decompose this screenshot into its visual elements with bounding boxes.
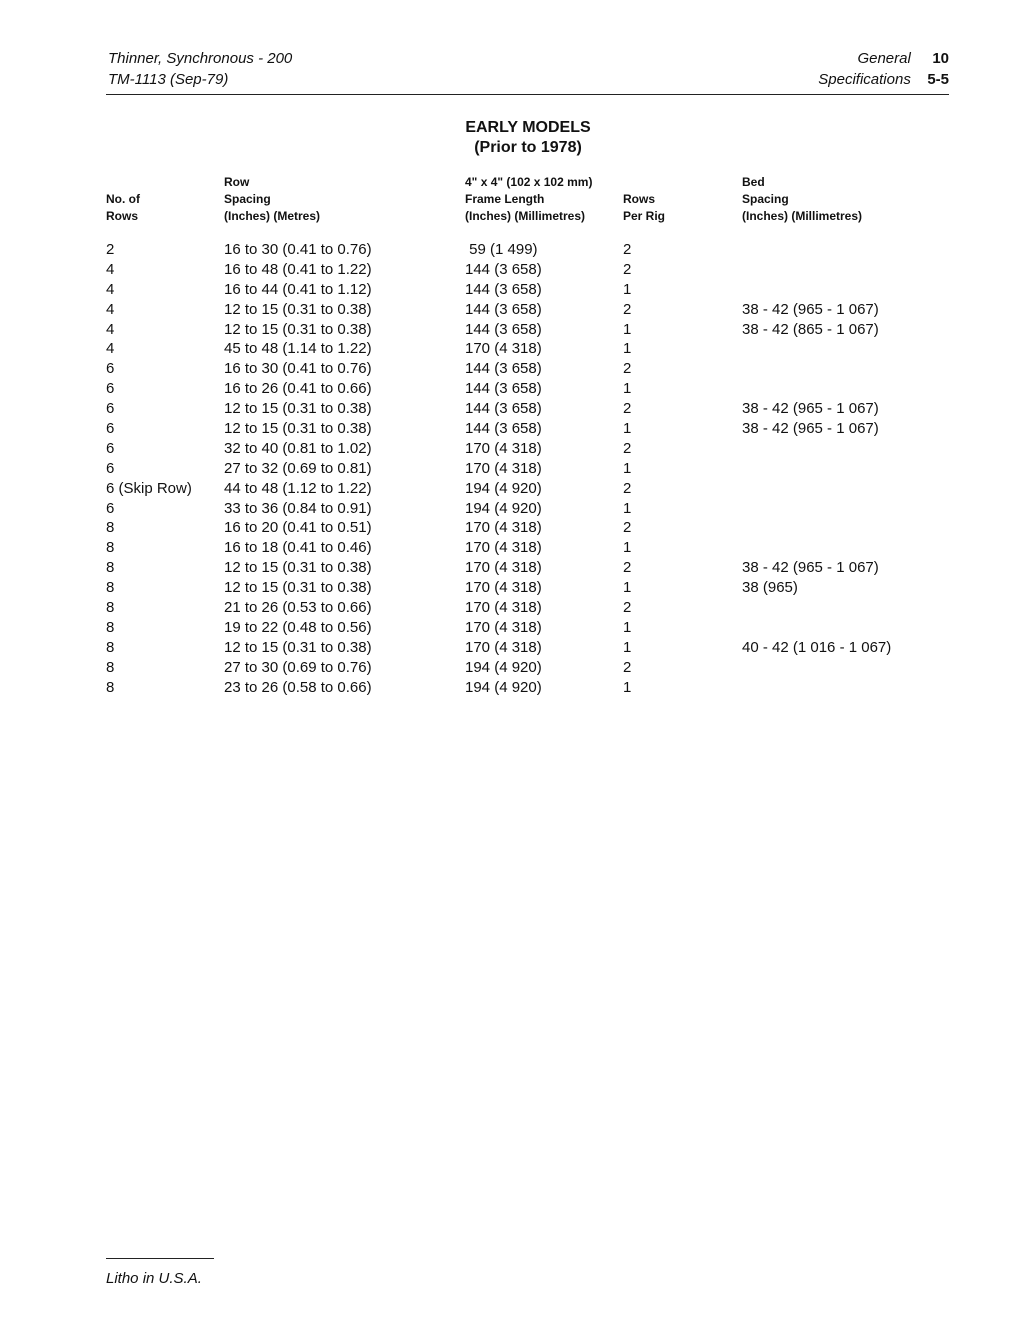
cell-rows: 6 [106,499,115,517]
cell-rows: 8 [106,638,115,656]
cell-rows: 8 [106,599,115,617]
cell-row-spacing: 16 to 20 (0.41 to 0.51) [224,519,372,537]
cell-rows: 8 [106,559,115,577]
cell-frame-length: 144 (3 658) [465,320,542,338]
cell-frame-length: 194 (4 920) [465,499,542,517]
cell-rows-per-rig: 2 [623,360,632,378]
header-right [818,48,949,90]
cell-bed-spacing: 40 - 42 (1 016 - 1 067) [742,638,892,656]
cell-rows-per-rig: 2 [623,439,632,457]
cell-bed-spacing: 38 - 42 (965 - 1 067) [742,559,879,577]
cell-rows: 4 [106,320,115,338]
cell-row-spacing: 27 to 30 (0.69 to 0.76) [224,658,372,676]
cell-frame-length: 194 (4 920) [465,658,542,676]
cell-row-spacing: 16 to 30 (0.41 to 0.76) [224,241,372,258]
table-row [0,260,1024,280]
cell-rows-per-rig: 1 [623,638,632,656]
cell-row-spacing: 32 to 40 (0.81 to 1.02) [224,439,372,457]
table-row [0,678,1024,698]
cell-rows-per-rig: 1 [623,380,632,398]
table-row [0,558,1024,578]
cell-row-spacing: 12 to 15 (0.31 to 0.38) [224,320,372,338]
cell-bed-spacing: 38 - 42 (865 - 1 067) [742,320,879,338]
cell-rows-per-rig: 2 [623,559,632,577]
table-row [0,618,1024,638]
cell-row-spacing: 16 to 48 (0.41 to 1.22) [224,260,372,278]
cell-row-spacing: 16 to 44 (0.41 to 1.12) [224,280,372,298]
cell-frame-length: 170 (4 318) [465,459,542,477]
table-row [0,518,1024,538]
column-header-bed-spacing: Bed Spacing (Inches) (Millimetres) [742,175,863,223]
cell-rows: 8 [106,579,115,597]
table-title-line2: (Prior to 1978) [474,139,582,156]
cell-rows-per-rig: 1 [623,320,632,338]
table-row [0,359,1024,379]
cell-row-spacing: 21 to 26 (0.53 to 0.66) [224,599,372,617]
cell-frame-length: 144 (3 658) [465,400,542,418]
cell-row-spacing: 12 to 15 (0.31 to 0.38) [224,579,372,597]
cell-rows: 8 [106,658,115,676]
cell-frame-length: 144 (3 658) [465,280,542,298]
cell-rows: 6 [106,380,115,398]
cell-rows: 6 [106,459,115,477]
footer-note: Litho in U.S.A. [106,1270,202,1287]
cell-frame-length: 170 (4 318) [465,599,542,617]
cell-frame-length: 170 (4 318) [465,439,542,457]
table-row [0,379,1024,399]
cell-rows-per-rig: 1 [623,459,632,477]
cell-frame-length: 170 (4 318) [465,638,542,656]
cell-rows: 6 (Skip Row) [106,479,192,497]
table-row [0,598,1024,618]
header-divider [106,94,949,95]
cell-frame-length: 170 (4 318) [465,340,542,358]
cell-rows-per-rig: 1 [623,420,632,438]
cell-bed-spacing: 38 - 42 (965 - 1 067) [742,420,879,438]
cell-rows-per-rig: 2 [623,300,632,318]
cell-rows-per-rig: 1 [623,499,632,517]
table-row [0,538,1024,558]
cell-rows-per-rig: 1 [623,340,632,358]
cell-frame-length: 194 (4 920) [465,479,542,497]
cell-row-spacing: 19 to 22 (0.48 to 0.56) [224,618,372,636]
table-row [0,419,1024,439]
table-row [0,399,1024,419]
cell-rows: 6 [106,400,115,418]
cell-rows-per-rig: 2 [623,479,632,497]
cell-rows-per-rig: 2 [623,658,632,676]
cell-rows: 4 [106,260,115,278]
cell-row-spacing: 12 to 15 (0.31 to 0.38) [224,300,372,318]
cell-row-spacing: 12 to 15 (0.31 to 0.38) [224,400,372,418]
cell-row-spacing: 27 to 32 (0.69 to 0.81) [224,459,372,477]
cell-rows: 6 [106,439,115,457]
table-row [0,658,1024,678]
table-row [0,578,1024,598]
cell-rows-per-rig: 1 [623,539,632,557]
cell-bed-spacing: 38 (965) [742,579,798,597]
cell-frame-length: 170 (4 318) [465,519,542,537]
cell-rows: 8 [106,519,115,537]
table-row [0,638,1024,658]
group-name: Specifications [818,71,911,88]
table-title [440,118,616,158]
cell-rows-per-rig: 1 [623,678,632,696]
cell-row-spacing: 16 to 26 (0.41 to 0.66) [224,380,372,398]
table-row [0,300,1024,320]
cell-rows-per-rig: 1 [623,579,632,597]
cell-frame-length: 170 (4 318) [465,539,542,557]
cell-frame-length: 144 (3 658) [465,260,542,278]
cell-frame-length: 144 (3 658) [465,380,542,398]
table-row [0,280,1024,300]
specifications-table [0,240,1024,697]
table-row [0,320,1024,340]
cell-bed-spacing: 38 - 42 (965 - 1 067) [742,300,879,318]
cell-frame-length: 59 (1 499) [465,241,538,258]
cell-frame-length: 170 (4 318) [465,559,542,577]
cell-rows-per-rig: 2 [623,519,632,537]
page-number: 5-5 [927,71,949,88]
cell-frame-length: 194 (4 920) [465,678,542,696]
cell-rows-per-rig: 1 [623,280,632,298]
cell-rows-per-rig: 2 [623,599,632,617]
table-title-line1: EARLY MODELS [465,119,591,136]
cell-rows-per-rig: 2 [623,241,632,258]
column-header-frame-length: 4" x 4" (102 x 102 mm) Frame Length (Inches) (Millimetres) [465,175,593,223]
cell-frame-length: 144 (3 658) [465,360,542,378]
cell-rows: 6 [106,420,115,438]
cell-row-spacing: 12 to 15 (0.31 to 0.38) [224,559,372,577]
table-row [0,499,1024,519]
cell-row-spacing: 16 to 18 (0.41 to 0.46) [224,539,372,557]
cell-row-spacing: 12 to 15 (0.31 to 0.38) [224,638,372,656]
cell-rows: 8 [106,539,115,557]
table-row [0,339,1024,359]
cell-frame-length: 170 (4 318) [465,618,542,636]
cell-row-spacing: 44 to 48 (1.12 to 1.22) [224,479,372,497]
table-row [0,459,1024,479]
cell-row-spacing: 16 to 30 (0.41 to 0.76) [224,360,372,378]
table-row [0,439,1024,459]
column-header-rows-per-rig: Rows Per Rig [623,192,666,223]
header-left [108,48,292,90]
cell-rows: 8 [106,678,115,696]
cell-rows: 4 [106,280,115,298]
column-header-rows: No. of Rows [106,192,140,223]
manual-number: TM-1113 (Sep-79) [108,71,229,88]
cell-row-spacing: 12 to 15 (0.31 to 0.38) [224,420,372,438]
cell-rows: 2 [106,241,115,258]
cell-row-spacing: 23 to 26 (0.58 to 0.66) [224,678,372,696]
manual-title: Thinner, Synchronous - 200 [108,50,293,67]
table-row [0,240,1024,260]
cell-rows-per-rig: 1 [623,618,632,636]
section-name: General [857,50,911,67]
cell-rows-per-rig: 2 [623,400,632,418]
cell-frame-length: 144 (3 658) [465,300,542,318]
section-number: 10 [932,50,949,67]
cell-frame-length: 170 (4 318) [465,579,542,597]
cell-rows: 4 [106,340,115,358]
footer-divider [106,1258,214,1259]
cell-rows-per-rig: 2 [623,260,632,278]
cell-row-spacing: 45 to 48 (1.14 to 1.22) [224,340,372,358]
cell-bed-spacing: 38 - 42 (965 - 1 067) [742,400,879,418]
cell-rows: 8 [106,618,115,636]
cell-row-spacing: 33 to 36 (0.84 to 0.91) [224,499,372,517]
table-row [0,479,1024,499]
cell-rows: 6 [106,360,115,378]
cell-rows: 4 [106,300,115,318]
cell-frame-length: 144 (3 658) [465,420,542,438]
column-header-row-spacing: Row Spacing (Inches) (Metres) [224,175,321,223]
